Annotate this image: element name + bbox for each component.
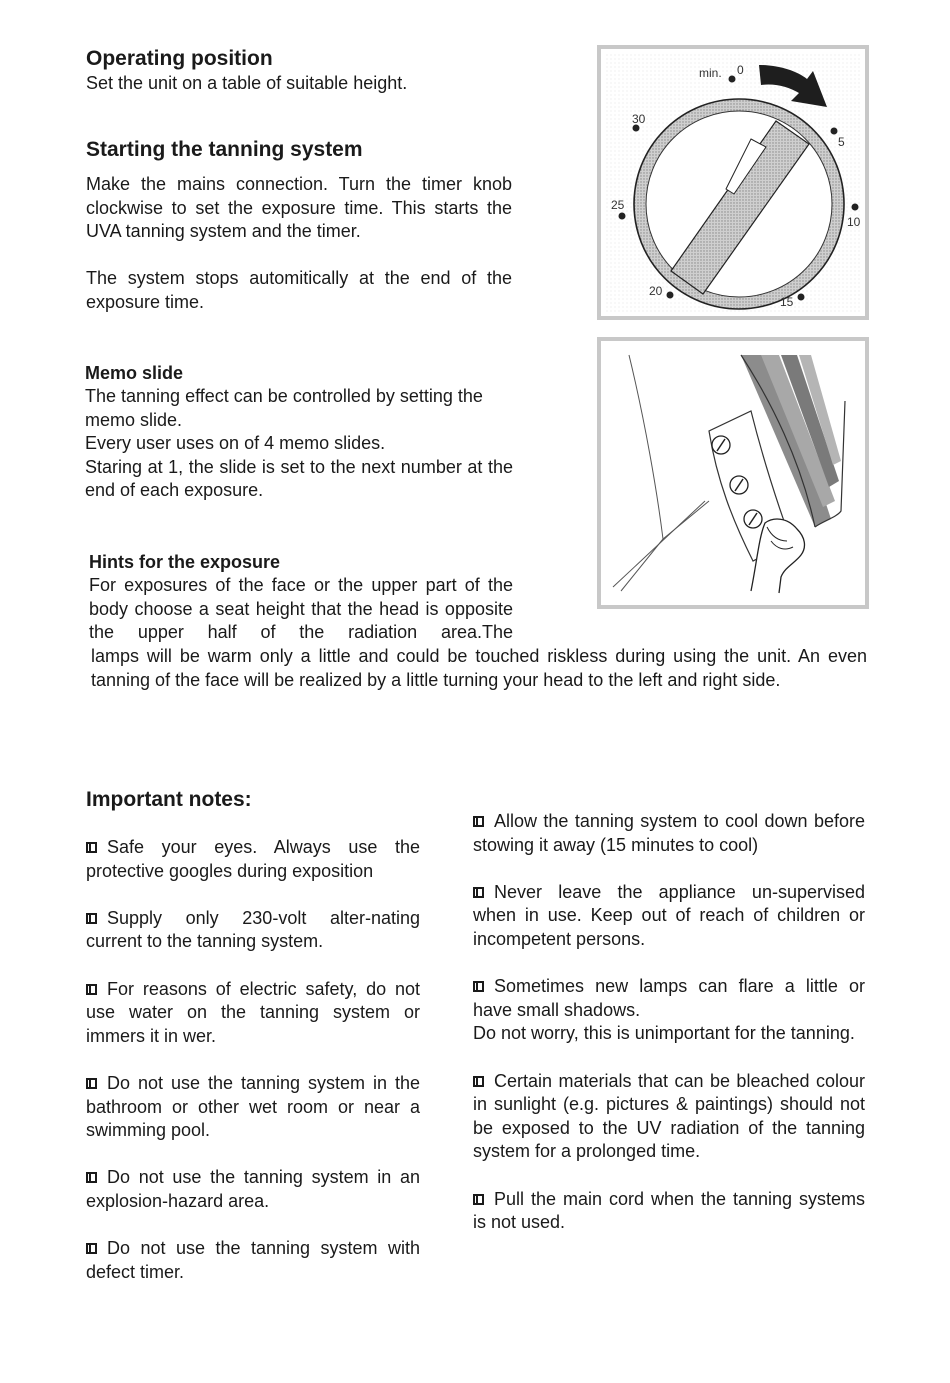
timer-dial-illustration bbox=[597, 45, 869, 320]
hints-section bbox=[89, 550, 513, 645]
note-left-1: Safe your eyes. Always use the protective googles during exposition bbox=[86, 837, 420, 881]
dot-10 bbox=[852, 204, 859, 211]
checkbox-icon bbox=[86, 1078, 97, 1089]
note-right-2: Never leave the appliance un-supervised when in use. Keep out of reach of children or incompetent persons. bbox=[473, 881, 865, 949]
dial-label-30: 30 bbox=[632, 112, 646, 126]
note-right-5: Pull the main cord when the tanning systems is not used. bbox=[473, 1188, 865, 1233]
dial-label-10: 10 bbox=[847, 215, 861, 229]
checkbox-icon bbox=[473, 1076, 484, 1087]
note-left-5: Do not use the tanning system in an explosion-hazard area. bbox=[86, 1167, 420, 1211]
starting-title: Starting the tanning system bbox=[86, 138, 363, 161]
note-right-4: Certain materials that can be bleached colour in sunlight (e.g. pictures & paintings) should not be exposed to the UV radiation of the tanning system for a prolonged time. bbox=[473, 1070, 865, 1162]
memo-line-3: Staring at 1, the slide is set to the next number at the end of each exposure. bbox=[85, 456, 513, 501]
housing-curve bbox=[629, 355, 663, 539]
dial-label-25: 25 bbox=[611, 198, 625, 212]
dot-15 bbox=[798, 294, 805, 301]
checkbox-icon bbox=[86, 1172, 97, 1183]
hints-title: Hints for the exposure bbox=[89, 552, 281, 572]
dial-label-0: 0 bbox=[737, 63, 744, 77]
starting-section bbox=[86, 137, 512, 315]
note-right-1: Allow the tanning system to cool down before stowing it away (15 minutes to cool) bbox=[473, 811, 865, 855]
checkbox-icon bbox=[86, 913, 97, 924]
note-left-6: Do not use the tanning system with defect timer. bbox=[86, 1238, 420, 1282]
dot-0 bbox=[729, 76, 736, 83]
note-left-2: Supply only 230-volt alter-nating current to the tanning system. bbox=[86, 907, 420, 952]
checkbox-icon bbox=[473, 816, 484, 827]
dial-label-min: min. bbox=[699, 66, 722, 80]
operating-section bbox=[86, 46, 546, 96]
note-left-4: Do not use the tanning system in the bathroom or other wet room or near a swimming pool. bbox=[86, 1072, 420, 1141]
memo-slide-illustration bbox=[597, 337, 869, 609]
checkbox-icon bbox=[473, 981, 484, 992]
memo-knob-3 bbox=[744, 510, 762, 528]
note-right-3: Sometimes new lamps can flare a little or have small shadows. bbox=[473, 976, 865, 1020]
timer-dial-svg bbox=[601, 49, 865, 316]
starting-paragraph-1: Make the mains connection. Turn the timer knob clockwise to set the exposure time. This starts the UVA tanning system and the timer. bbox=[86, 174, 512, 242]
housing-base bbox=[613, 501, 705, 587]
hints-text-narrow: For exposures of the face or the upper part of the body choose a seat height that the head is opposite the upper half of the radiation area.The bbox=[89, 575, 513, 643]
memo-slide-svg bbox=[601, 341, 865, 605]
dial-label-15: 15 bbox=[780, 295, 794, 309]
notes-title-wrap bbox=[86, 787, 426, 813]
memo-knob-1 bbox=[712, 436, 730, 454]
checkbox-icon bbox=[473, 1194, 484, 1205]
note-right-3-continued: Do not worry, this is unimportant for the tanning. bbox=[473, 1023, 855, 1044]
housing-edge bbox=[621, 501, 709, 591]
memo-title: Memo slide bbox=[85, 363, 184, 383]
notes-left-column bbox=[86, 836, 420, 1308]
operating-text: Set the unit on a table of suitable height. bbox=[86, 73, 408, 93]
checkbox-icon bbox=[86, 842, 97, 853]
dial-label-20: 20 bbox=[649, 284, 663, 298]
dot-20 bbox=[667, 292, 674, 299]
memo-line-2: Every user uses on of 4 memo slides. bbox=[85, 433, 386, 454]
dial-label-5: 5 bbox=[838, 135, 845, 149]
operating-title: Operating position bbox=[86, 47, 273, 70]
memo-section bbox=[85, 361, 513, 503]
hints-text-wide: lamps will be warm only a little and could be touched riskless during using the unit. An even tanning of the face will be realized by a little turning your head to the left and right side. bbox=[91, 646, 867, 690]
starting-paragraph-2: The system stops automitically at the end of the exposure time. bbox=[86, 268, 512, 312]
dot-5 bbox=[831, 128, 838, 135]
checkbox-icon bbox=[473, 887, 484, 898]
memo-knob-2 bbox=[730, 476, 748, 494]
memo-line-1: The tanning effect can be controlled by setting the memo slide. bbox=[85, 386, 483, 430]
notes-right-column bbox=[473, 810, 865, 1258]
notes-title: Important notes: bbox=[86, 788, 252, 811]
dot-25 bbox=[619, 213, 626, 220]
hints-text-wide-wrap bbox=[91, 645, 867, 692]
note-left-3: For reasons of electric safety, do not use water on the tanning system or immers it in wer. bbox=[86, 978, 420, 1046]
checkbox-icon bbox=[86, 984, 97, 995]
checkbox-icon bbox=[86, 1243, 97, 1254]
